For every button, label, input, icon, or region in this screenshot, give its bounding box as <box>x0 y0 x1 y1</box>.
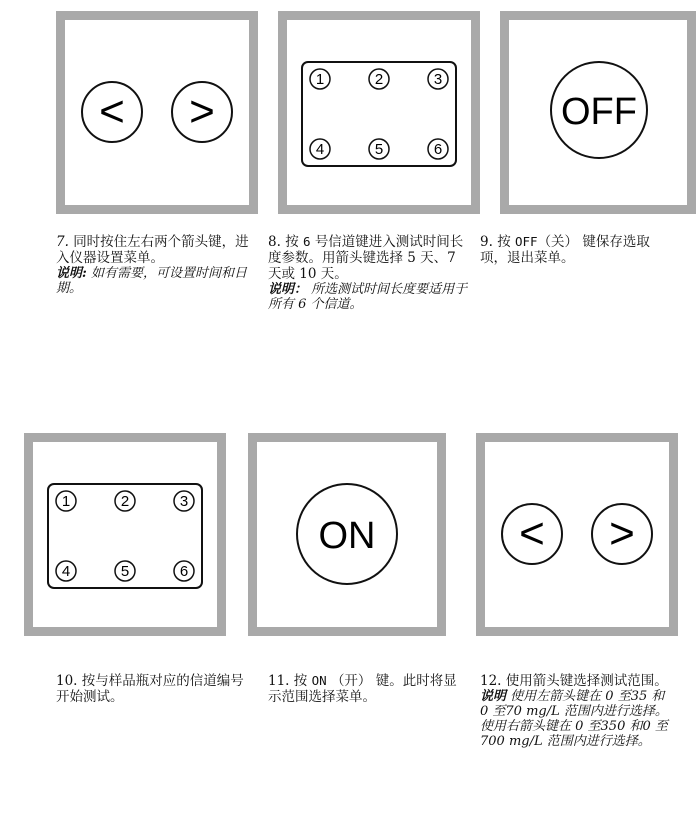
channel-key-label: 2 <box>374 71 384 88</box>
step-7-caption <box>56 234 256 296</box>
channel-key-label: 4 <box>61 563 71 580</box>
arrow-keys-illustration <box>485 442 669 627</box>
step-text: 号信道键进入测试时间长度参数。用箭头键选择 5 天、7 天或 10 天。 <box>268 234 464 282</box>
panel-arrow-keys-2 <box>476 433 678 636</box>
note-label: 说明 <box>480 689 507 704</box>
panel-off-key <box>500 11 696 214</box>
left-arrow-icon: < <box>99 87 125 136</box>
step-text: 使用箭头键选择测试范围。 <box>505 673 668 689</box>
key-name: 6 <box>302 234 311 249</box>
channel-key-label: 4 <box>315 141 325 158</box>
on-key-illustration <box>257 442 437 627</box>
step-10-caption <box>56 673 246 705</box>
step-text: 键。此时将显示范围选择菜单。 <box>268 673 457 705</box>
step-12-caption <box>480 673 670 749</box>
channel-key-label: 6 <box>433 141 443 158</box>
channel-key-label: 6 <box>179 563 189 580</box>
step-number: 9. <box>480 234 493 250</box>
step-number: 7. <box>56 234 69 250</box>
channel-key-label: 1 <box>61 493 71 510</box>
channel-key-label: 5 <box>120 563 130 580</box>
note-text: 如有需要，可设置时间和日期。 <box>56 266 247 296</box>
panel-on-key <box>248 433 446 636</box>
step-8-caption: 8. 按 6 号信道键进入测试时间长度参数。用箭头键选择 5 天、7 天或 10 天。 说明： 所选测试时间长度要适用于所有 6 个信道。 <box>268 234 468 312</box>
channel-key-label: 3 <box>433 71 443 88</box>
panel-arrow-keys-1 <box>56 11 258 214</box>
off-key-label: OFF <box>561 91 637 133</box>
off-key-illustration <box>509 20 687 205</box>
arrow-keys-illustration <box>65 20 249 205</box>
panel-channel-keypad-1 <box>278 11 480 214</box>
step-number: 10. <box>56 673 78 689</box>
right-arrow-icon: > <box>609 509 635 558</box>
step-number: 11. <box>268 673 290 689</box>
step-text: 按与样品瓶对应的信道编号开始测试。 <box>56 673 244 705</box>
key-name: OFF <box>514 234 538 249</box>
step-9-caption: 9. 按 OFF（关） 键保存选取项，退出菜单。 <box>480 234 650 266</box>
note-text: 使用左箭头键在 0 至35 和 <box>510 689 665 704</box>
on-key-label: ON <box>318 515 376 557</box>
channel-key-label: 3 <box>179 493 189 510</box>
note-text-continued: 0 至70 mg/L 范围内进行选择。使用右箭头键在 0 至350 和0 至700 mg/L 范围内进行选择。 <box>480 704 668 749</box>
panel-channel-keypad-2 <box>24 433 226 636</box>
step-text: 同时按住左右两个箭头键，进入仪器设置菜单。 <box>56 234 249 266</box>
channel-key-label: 5 <box>374 141 384 158</box>
step-number: 8. <box>268 234 281 250</box>
note-label: 说明: <box>56 266 87 281</box>
step-number: 12. <box>480 673 502 689</box>
right-arrow-icon: > <box>189 87 215 136</box>
step-text: 键保存选取项，退出菜单。 <box>480 234 650 266</box>
channel-keypad-illustration <box>287 20 471 205</box>
left-arrow-icon: < <box>519 509 545 558</box>
key-name: ON <box>311 673 327 688</box>
step-11-caption: 11. 按 ON （开） 键。此时将显示范围选择菜单。 <box>268 673 457 705</box>
note-text: 所选测试时间长度要适用于所有 6 个信道。 <box>268 282 468 312</box>
channel-key-label: 1 <box>315 71 325 88</box>
note-label: 说明： <box>268 282 308 297</box>
channel-key-label: 2 <box>120 493 130 510</box>
channel-keypad-illustration <box>33 442 217 627</box>
